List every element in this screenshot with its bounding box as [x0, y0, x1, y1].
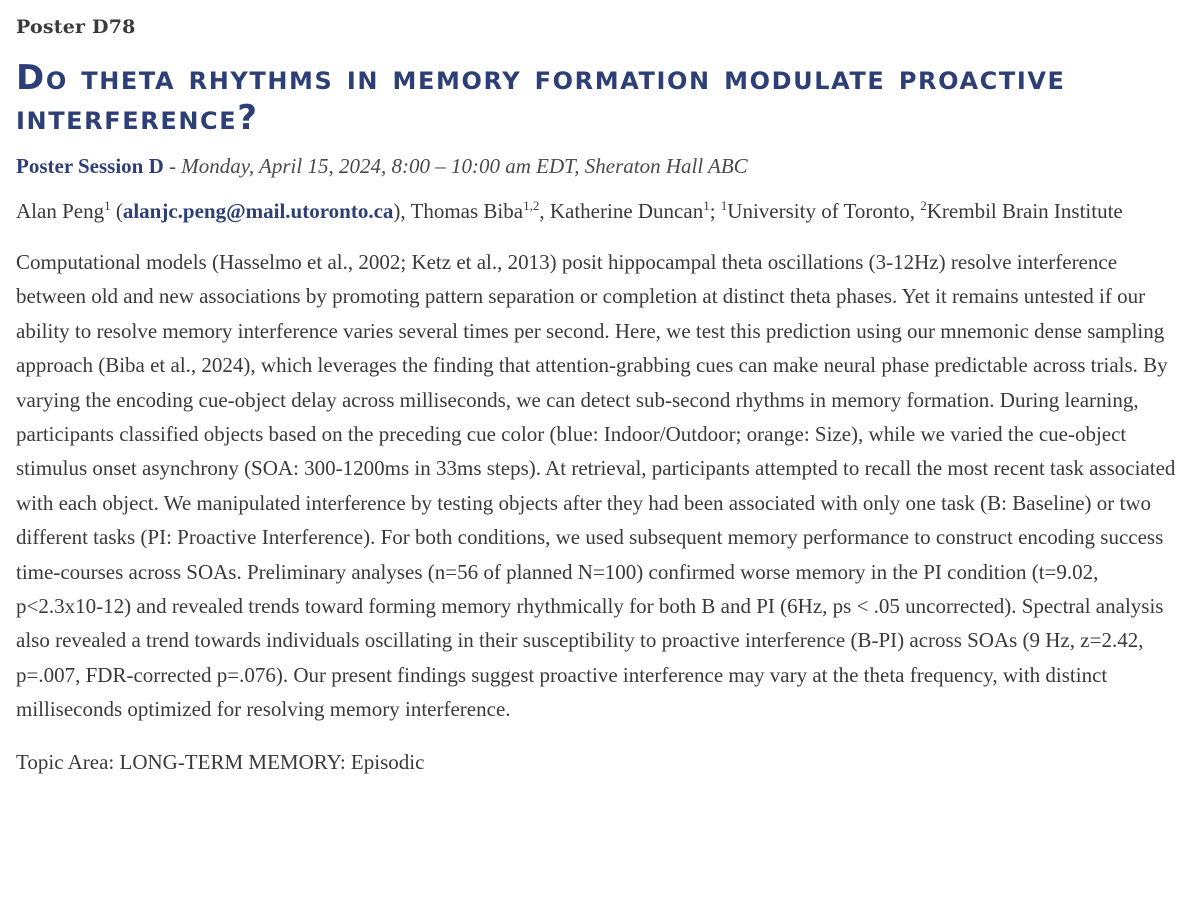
affiliation-name: University of Toronto, — [727, 199, 921, 223]
author-email-link[interactable]: alanjc.peng@mail.utoronto.ca — [122, 199, 394, 223]
session-separator: - — [163, 154, 182, 178]
author-affiliation-number: 1 — [703, 198, 710, 213]
author-affiliation-number: 1,2 — [523, 198, 540, 213]
author-list: Alan Peng$^1$ (alanjc.peng@mail.utoronto.ca), Thomas Biba$^{1,2}$, Katherine Duncan$^1$; $^1$University of Toronto, $^2$Krembil Brain Institute — [16, 198, 1123, 223]
affiliation-name: Krembil Brain Institute — [926, 199, 1123, 223]
topic-area: Topic Area: LONG-TERM MEMORY: Episodic — [16, 749, 425, 774]
abstract-page — [16, 14, 1186, 776]
affiliation-number: 1 — [720, 198, 728, 213]
author-affiliation-number: 1 — [104, 198, 111, 213]
author-name: Alan Peng — [16, 199, 105, 223]
session-name[interactable]: Poster Session D — [16, 154, 164, 178]
abstract-text: Computational models (Hasselmo et al., 2002; Ketz et al., 2013) posit hippocampal theta oscillations (3-12Hz) resolve interference between old and new associations by promoting pattern separation or completion at distinct theta phases. Yet it remains untested if our ability to resolve memory interference varies several times per second. Here, we test this prediction using our mnemonic dense sampling approach (Biba et al., 2024), which leverages the finding that attention-grabbing cues can make neural phase predictable across trials. By varying the encoding cue-object delay across milliseconds, we can detect sub-second rhythms in memory formation. During learning, participants classified objects based on the preceding cue color (blue: Indoor/Outdoor; orange: Size), while we varied the cue-object stimulus onset asynchrony (SOA: 300-1200ms in 33ms steps). At retrieval, participants attempted to recall the most recent task associated with each object. We manipulated interference by testing objects after they had been associated with only one task (B: Baseline) or two different tasks (PI: Proactive Interference). For both conditions, we used subsequent memory performance to construct encoding success time-courses across SOAs. Preliminary analyses (n=56 of planned N=100) confirmed worse memory in the PI condition (t=9.02, p<2.3x10-12) and revealed trends toward forming memory rhythmically for both B and PI (6Hz, ps < .05 uncorrected). Spectral analysis also revealed a trend towards individuals oscillating in their susceptibility to proactive interference (B-PI) across SOAs (9 Hz, z=2.42, p=.007, FDR-corrected p=.076). Our present findings suggest proactive interference may vary at the theta frequency, with distinct milliseconds optimized for resolving memory interference. — [16, 250, 1176, 722]
affiliation-number: 2 — [920, 198, 927, 213]
author-name: Katherine Duncan — [549, 199, 704, 223]
poster-id: Poster D78 — [16, 16, 136, 38]
author-name: Thomas Biba — [410, 199, 524, 223]
poster-title: Do theta rhythms in memory formation modulate proactive interference? — [16, 58, 1066, 138]
session-details: Monday, April 15, 2024, 8:00 – 10:00 am EDT, Sheraton Hall ABC — [181, 154, 748, 178]
session-line — [16, 152, 1186, 180]
